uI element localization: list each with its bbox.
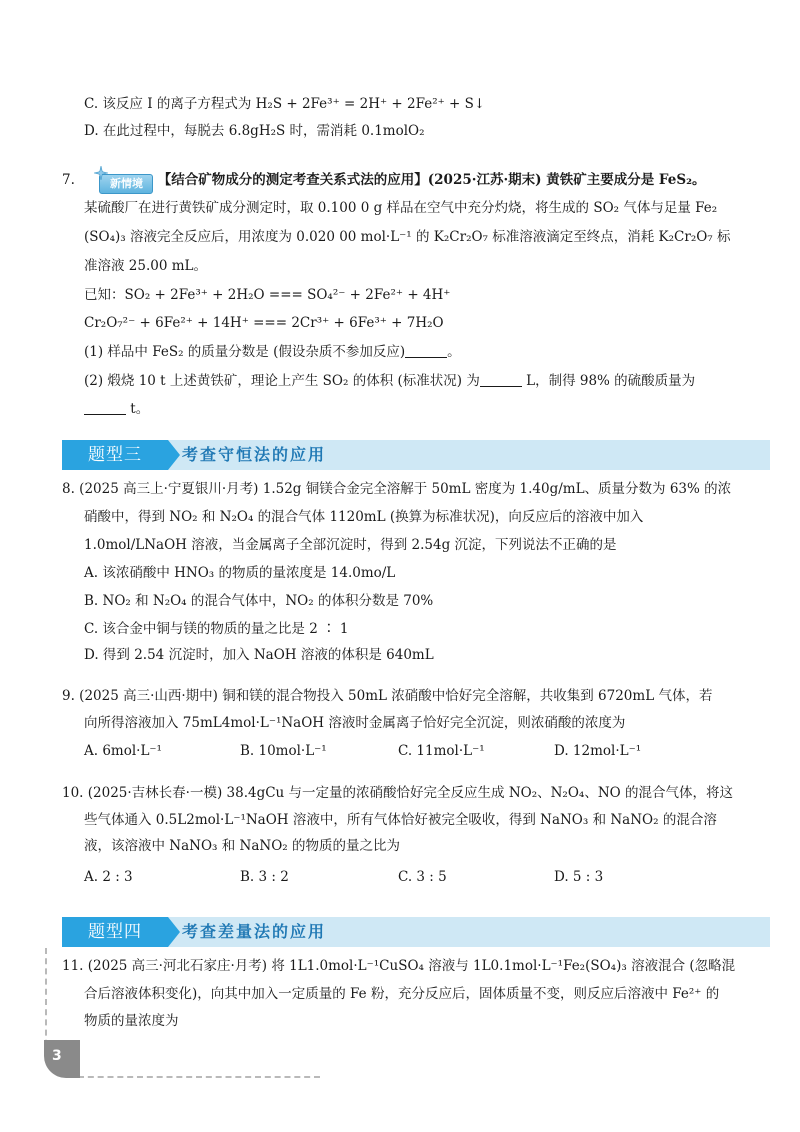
q11-stem-line3: 物质的量浓度为 [84,1013,179,1029]
q6-option-d: D. 在此过程中，每脱去 6.8gH₂S 时，需消耗 0.1molO₂ [84,123,425,139]
q10-stem-line2: 些气体通入 0.5L2mol·L⁻¹NaOH 溶液中，所有气体恰好被完全吸收，得到 NaNO₃ 和 NaNO₂ 的混合溶 [84,812,717,828]
q6-option-c: C. 该反应 I 的离子方程式为 H₂S + 2Fe³⁺ = 2H⁺ + 2Fe²⁺ + S↓ [84,96,486,112]
new-context-badge: 新情境 [99,174,153,194]
q8-stem-line3: 1.0mol/LNaOH 溶液，当金属离子全部沉淀时，得到 2.54g 沉淀，下列说法不正确的是 [84,537,617,553]
q10-option-c: C. 3 : 5 [398,869,447,885]
q8-stem-line2: 硝酸中，得到 NO₂ 和 N₂O₄ 的混合气体 1120mL (换算为标准状况)，向反应后的溶液中加入 [84,509,644,525]
q7-subquestion-1: (1) 样品中 FeS₂ 的质量分数是 (假设杂质不参加反应) 。 [84,344,461,360]
page-footer-dashed-line [78,1076,320,1078]
q9-option-c: C. 11mol·L⁻¹ [398,743,485,759]
section-title: 考查差量法的应用 [182,922,327,941]
q7-stem-line4: 准溶液 25.00 mL。 [84,258,207,274]
q8-stem-line1: 8. (2025 高三上·宁夏银川·月考) 1.52g 铜镁合金完全溶解于 50mL 密度为 1.40g/mL、质量分数为 63% 的浓 [62,481,732,497]
q11-stem-line1: 11. (2025 高三·河北石家庄·月考) 将 1L1.0mol·L⁻¹CuSO₄ 溶液与 1L0.1mol·L⁻¹Fe₂(SO₄)₃ 溶液混合 (忽略混 [62,958,736,974]
q7-header [62,170,706,194]
q10-option-a: A. 2 : 3 [84,869,133,885]
q11-stem-line2: 合后溶液体积变化)，向其中加入一定质量的 Fe 粉，充分反应后，固体质量不变，则反应后溶液中 Fe²⁺ 的 [84,986,720,1002]
q8-option-c: C. 该合金中铜与镁的物质的量之比是 2 ∶ 1 [84,621,349,637]
q10-option-d: D. 5 : 3 [554,869,604,885]
sparkle-icon [94,166,108,180]
page-number: 3 [52,1048,62,1064]
q7-subquestion-2: (2) 煅烧 10 t 上述黄铁矿，理论上产生 SO₂ 的体积 (标准状况) 为 L，制得 98% 的硫酸质量为 [84,373,696,389]
q10-option-b: B. 3 : 2 [240,869,289,885]
q8-option-d: D. 得到 2.54 沉淀时，加入 NaOH 溶液的体积是 640mL [84,647,434,663]
q10-stem-line1: 10. (2025·吉林长春·一模) 38.4gCu 与一定量的浓硝酸恰好完全反应生成 NO₂、N₂O₄、NO 的混合气体，将这 [62,785,733,801]
q7-stem-line2: 某硫酸厂在进行黄铁矿成分测定时，取 0.100 0 g 样品在空气中充分灼烧，将生成的 SO₂ 气体与足量 Fe₂ [84,200,718,216]
answer-blank [405,343,447,358]
q9-option-d: D. 12mol·L⁻¹ [554,743,642,759]
q9-stem-line1: 9. (2025 高三·山西·期中) 铜和镁的混合物投入 50mL 浓硝酸中恰好完全溶解，共收集到 6720mL 气体，若 [62,688,713,704]
section-title: 考查守恒法的应用 [182,445,327,464]
q8-option-b: B. NO₂ 和 N₂O₄ 的混合气体中，NO₂ 的体积分数是 70% [84,593,434,609]
answer-blank [480,372,522,387]
q10-stem-line3: 液，该溶液中 NaNO₃ 和 NaNO₂ 的物质的量之比为 [84,838,400,854]
q7-stem-line1: 【结合矿物成分的测定考查关系式法的应用】(2025·江苏·期末) 黄铁矿主要成分是 FeS₂。 [157,172,706,188]
section-tag: 题型三 [62,440,168,470]
q7-number: 7. [62,172,75,188]
q7-subquestion-2-end: t。 [84,399,149,419]
q7-stem-line3: (SO₄)₃ 溶液完全反应后，用浓度为 0.020 00 mol·L⁻¹ 的 K₂Cr₂O₇ 标准溶液滴定至终点，消耗 K₂Cr₂O₇ 标 [84,229,731,245]
q9-option-a: A. 6mol·L⁻¹ [84,743,162,759]
q7-known-equation-2: Cr₂O₇²⁻ + 6Fe²⁺ + 14H⁺ === 2Cr³⁺ + 6Fe³⁺ + 7H₂O [84,315,444,331]
section-header-type3 [62,440,770,470]
q8-option-a: A. 该浓硝酸中 HNO₃ 的物质的量浓度是 14.0mo/L [84,565,396,581]
q9-option-b: B. 10mol·L⁻¹ [240,743,327,759]
page-number-tab [44,1040,80,1078]
section-header-type4 [62,917,770,947]
answer-blank [84,400,126,415]
q9-stem-line2: 向所得溶液加入 75mL4mol·L⁻¹NaOH 溶液时金属离子恰好完全沉淀，则浓硝酸的浓度为 [84,715,626,731]
q7-known-equation-1: 已知：SO₂ + 2Fe³⁺ + 2H₂O === SO₄²⁻ + 2Fe²⁺ + 4H⁺ [84,287,451,303]
section-tag: 题型四 [62,917,168,947]
